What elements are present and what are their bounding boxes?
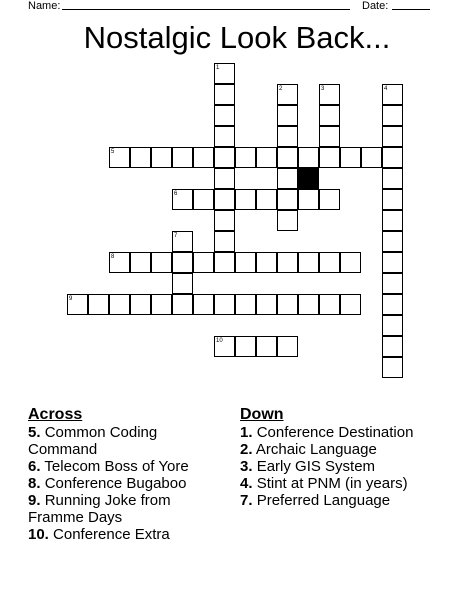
grid-cell[interactable] [256,252,277,273]
clue-number: 4. [240,475,253,492]
grid-cell[interactable] [130,147,151,168]
cell-number: 7 [174,233,178,239]
grid-cell[interactable] [256,336,277,357]
clue-number: 7. [240,492,253,509]
cell-number: 5 [111,149,115,155]
header [0,0,474,14]
clue-across-10 [28,526,228,543]
clue-text: Conference Destination [256,424,414,441]
grid-cell[interactable] [277,252,298,273]
grid-cell[interactable] [277,210,298,231]
grid-cell[interactable] [235,252,256,273]
grid-cell[interactable] [214,63,235,84]
grid-cell[interactable] [172,147,193,168]
across-clues [28,406,228,543]
clue-down-1 [240,424,460,441]
grid-block-cell [298,168,319,189]
grid-cell[interactable] [298,189,319,210]
grid-cell[interactable] [235,294,256,315]
grid-cell[interactable] [214,84,235,105]
grid-cell[interactable] [277,126,298,147]
grid-cell[interactable] [382,168,403,189]
grid-cell[interactable] [277,147,298,168]
grid-cell[interactable] [193,252,214,273]
grid-cell[interactable] [193,189,214,210]
grid-cell[interactable] [382,294,403,315]
grid-cell[interactable] [319,147,340,168]
clue-text: Archaic Language [255,441,377,458]
clue-text: Preferred Language [256,492,391,509]
grid-cell[interactable] [382,210,403,231]
cell-number: 1 [216,65,220,71]
clue-down-7 [240,492,460,509]
grid-cell[interactable] [340,294,361,315]
grid-cell[interactable] [214,294,235,315]
grid-cell[interactable] [172,294,193,315]
grid-cell[interactable] [382,273,403,294]
grid-cell[interactable] [277,84,298,105]
grid-cell[interactable] [256,294,277,315]
grid-cell[interactable] [235,189,256,210]
grid-cell[interactable] [214,210,235,231]
cell-number: 10 [216,338,223,344]
grid-cell[interactable] [319,189,340,210]
grid-cell[interactable] [382,315,403,336]
grid-cell[interactable] [382,189,403,210]
clue-across-8 [28,475,228,492]
grid-cell[interactable] [340,252,361,273]
cell-number: 2 [279,86,283,92]
grid-cell[interactable] [193,294,214,315]
clue-number: 8. [28,475,41,492]
clue-across-5 [28,424,228,458]
grid-cell[interactable] [151,147,172,168]
grid-cell[interactable] [340,147,361,168]
grid-cell[interactable] [382,126,403,147]
cell-number: 8 [111,254,115,260]
grid-cell[interactable] [256,189,277,210]
date-label: Date: [362,0,389,12]
grid-cell[interactable] [382,357,403,378]
clue-number: 9. [28,492,41,509]
cell-number: 4 [384,86,388,92]
grid-cell[interactable] [382,252,403,273]
grid-cell[interactable] [109,252,130,273]
cell-number: 6 [174,191,178,197]
grid-cell[interactable] [235,336,256,357]
grid-cell[interactable] [214,336,235,357]
grid-cell[interactable] [382,231,403,252]
grid-cell[interactable] [67,294,88,315]
grid-cell[interactable] [277,168,298,189]
grid-cell[interactable] [214,105,235,126]
grid-cell[interactable] [172,189,193,210]
name-label: Name: [28,0,61,12]
clue-text: Common Coding Command [28,424,158,458]
grid-cell[interactable] [319,252,340,273]
grid-cell[interactable] [214,168,235,189]
grid-cell[interactable] [277,105,298,126]
clue-number: 10. [28,526,49,543]
clue-text: Telecom Boss of Yore [44,458,189,475]
grid-cell[interactable] [214,231,235,252]
grid-cell[interactable] [214,252,235,273]
grid-cell[interactable] [109,294,130,315]
grid-cell[interactable] [88,294,109,315]
clue-across-6 [28,458,228,475]
grid-cell[interactable] [214,189,235,210]
grid-cell[interactable] [193,147,214,168]
grid-cell[interactable] [235,147,256,168]
grid-cell[interactable] [277,294,298,315]
grid-cell[interactable] [382,336,403,357]
grid-cell[interactable] [277,189,298,210]
grid-cell[interactable] [277,336,298,357]
clue-across-9 [28,492,228,526]
clue-down-3 [240,458,460,475]
name-field-line [62,9,350,10]
grid-cell[interactable] [382,105,403,126]
grid-cell[interactable] [172,231,193,252]
grid-cell[interactable] [361,147,382,168]
down-heading: Down [240,406,284,423]
down-clues [240,406,460,509]
grid-cell[interactable] [214,147,235,168]
clue-number: 5. [28,424,41,441]
grid-cell[interactable] [130,294,151,315]
grid-cell[interactable] [319,126,340,147]
clue-text: Conference Bugaboo [44,475,187,492]
cell-number: 9 [69,296,73,302]
clue-text: Running Joke from Framme Days [28,492,171,526]
grid-cell[interactable] [382,147,403,168]
across-heading: Across [28,406,83,423]
grid-cell[interactable] [382,84,403,105]
grid-cell[interactable] [319,294,340,315]
grid-cell[interactable] [298,147,319,168]
grid-cell[interactable] [130,252,151,273]
clue-down-4 [240,475,460,492]
grid-cell[interactable] [109,147,130,168]
grid-cell[interactable] [172,252,193,273]
clue-number: 3. [240,458,253,475]
grid-cell[interactable] [319,105,340,126]
date-field-line [392,9,430,10]
clue-text: Stint at PNM (in years) [256,475,408,492]
grid-cell[interactable] [319,84,340,105]
grid-cell[interactable] [172,273,193,294]
grid-cell[interactable] [298,252,319,273]
grid-cell[interactable] [151,252,172,273]
clue-number: 1. [240,424,253,441]
clue-down-2 [240,441,460,458]
puzzle-title: Nostalgic Look Back... [83,20,391,55]
clue-number: 6. [28,458,41,475]
clue-text: Conference Extra [53,526,170,543]
grid-cell[interactable] [214,126,235,147]
grid-cell[interactable] [298,294,319,315]
clue-number: 2. [240,441,253,458]
clue-text: Early GIS System [256,458,376,475]
cell-number: 3 [321,86,325,92]
grid-cell[interactable] [256,147,277,168]
grid-cell[interactable] [151,294,172,315]
